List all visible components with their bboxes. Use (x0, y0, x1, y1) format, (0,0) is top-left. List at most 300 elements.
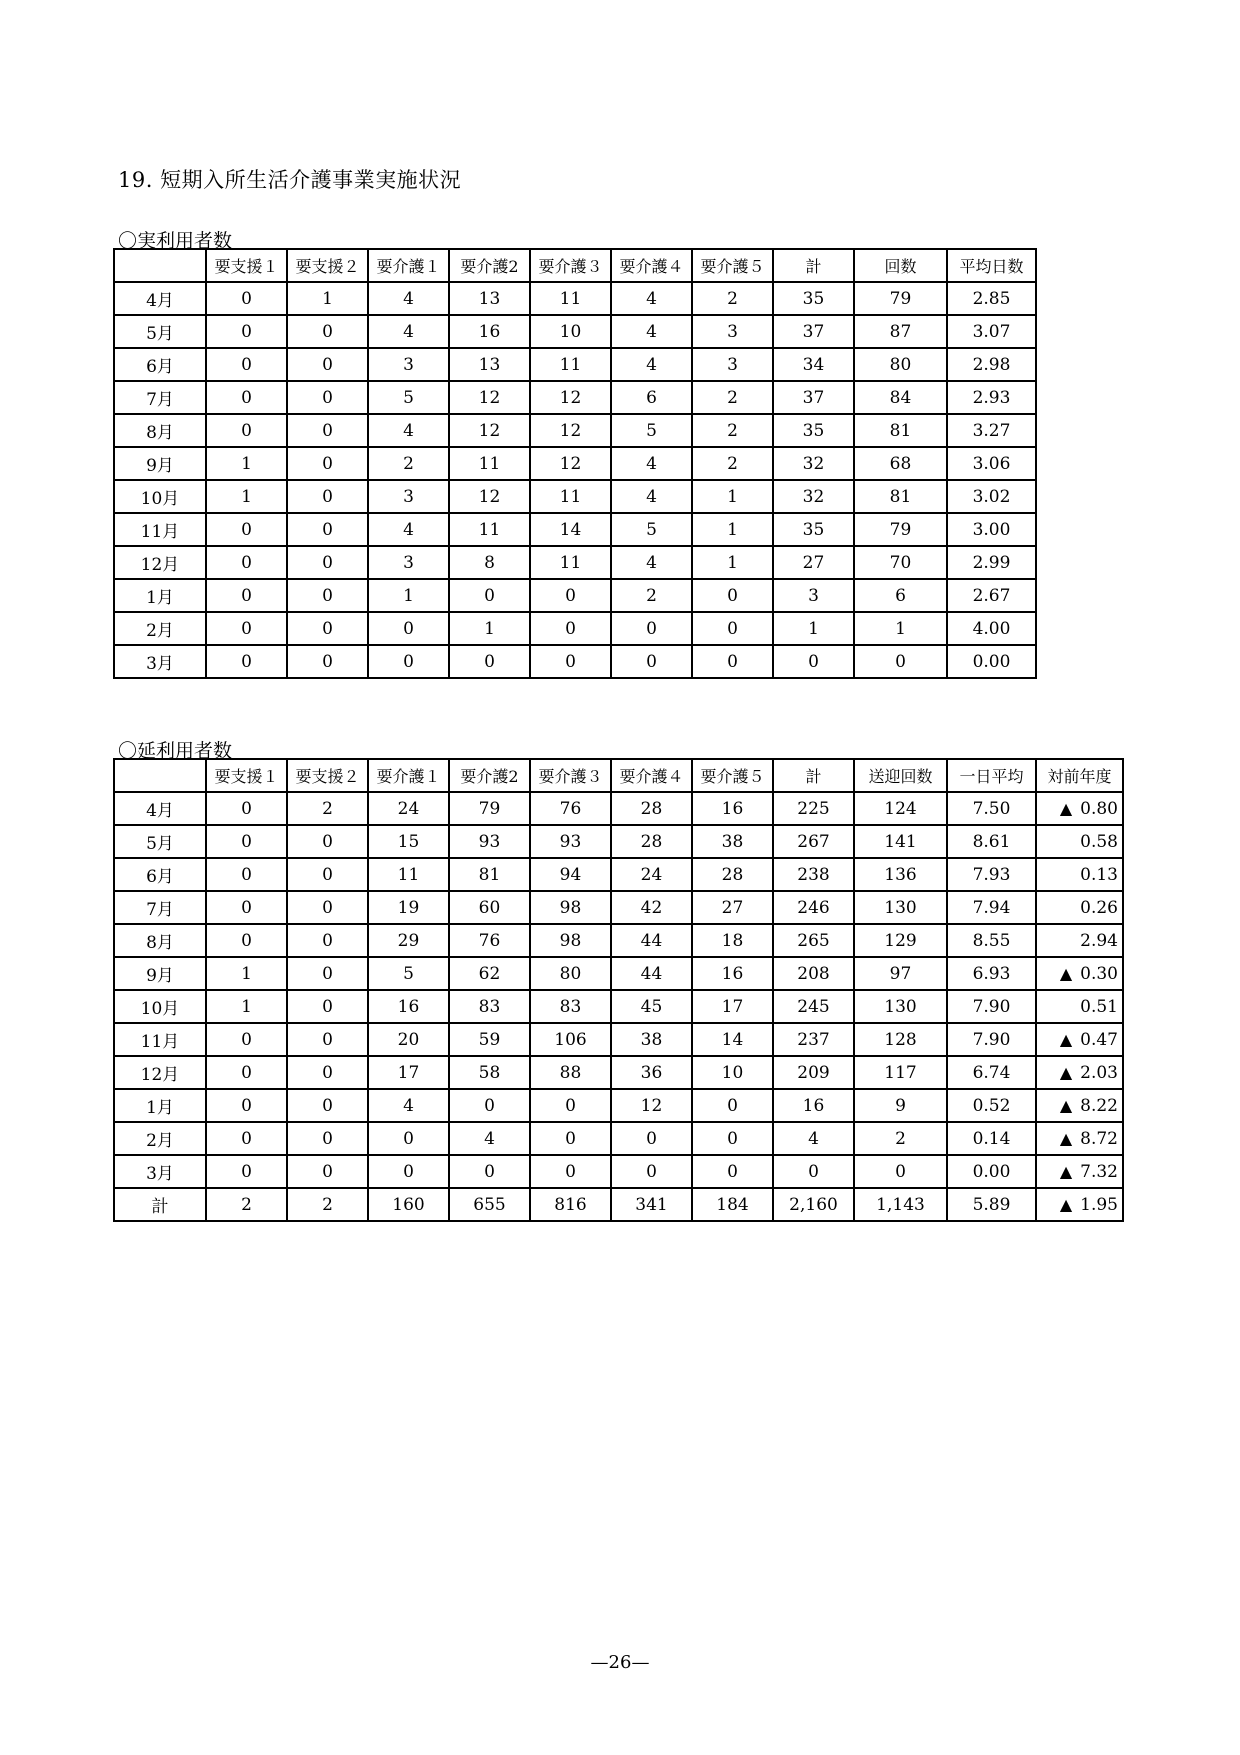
row-label: 5月 (114, 825, 206, 858)
table-cell: 124 (854, 792, 947, 825)
table-cell: 6.74 (947, 1056, 1036, 1089)
table-cell: 60 (449, 891, 530, 924)
table-row (114, 1089, 1123, 1122)
yoy-value: 2.94 (1080, 930, 1118, 951)
table-cell: 16 (449, 315, 530, 348)
table-cell: 1 (692, 480, 773, 513)
yoy-cell (1036, 957, 1123, 990)
row-label: 4月 (114, 792, 206, 825)
table-cell: 2 (611, 579, 692, 612)
table-cell: 97 (854, 957, 947, 990)
table-cell: 0 (206, 513, 287, 546)
table-cell: 0 (287, 1023, 368, 1056)
decrease-triangle-icon: ▲ (1059, 1129, 1073, 1148)
table-cell: 0 (287, 645, 368, 678)
table-cell: 0 (692, 1155, 773, 1188)
table-cell: 15 (368, 825, 449, 858)
table-cell: 130 (854, 990, 947, 1023)
table-cell: 2 (692, 282, 773, 315)
column-header: 要介護４ (611, 249, 692, 282)
row-label: 12月 (114, 546, 206, 579)
table1-caption: 〇実利用者数 (118, 230, 233, 252)
decrease-triangle-icon: ▲ (1059, 1030, 1073, 1049)
table-cell: 0 (287, 447, 368, 480)
row-label: 3月 (114, 1155, 206, 1188)
table-cell: 83 (530, 990, 611, 1023)
row-label: 10月 (114, 990, 206, 1023)
table-row (114, 990, 1123, 1023)
table-cell: 0 (287, 381, 368, 414)
table-cell: 0 (611, 612, 692, 645)
table-cell: 34 (773, 348, 854, 381)
table-cell: 117 (854, 1056, 947, 1089)
table-cell: 0 (206, 1122, 287, 1155)
table-cell: 816 (530, 1188, 611, 1221)
table-cell: 0 (287, 891, 368, 924)
table-cell: 79 (854, 513, 947, 546)
column-header: 要支援２ (287, 759, 368, 792)
table-cell: 0 (287, 1089, 368, 1122)
column-header: 対前年度 (1036, 759, 1123, 792)
table-cell: 0 (854, 645, 947, 678)
table-cell: 98 (530, 891, 611, 924)
yoy-value: 1.95 (1080, 1194, 1118, 1215)
table-cell: 12 (530, 447, 611, 480)
table-cell: 98 (530, 924, 611, 957)
table-cell: 94 (530, 858, 611, 891)
table-cell: 0 (287, 825, 368, 858)
table-cell: 0 (692, 1122, 773, 1155)
table-cell: 0 (206, 1056, 287, 1089)
table-row (114, 1023, 1123, 1056)
table-cell: 12 (611, 1089, 692, 1122)
table-cell: 35 (773, 414, 854, 447)
table-cell: 0 (206, 858, 287, 891)
table-row (114, 513, 1036, 546)
table-cell: 0 (287, 546, 368, 579)
table-row (114, 792, 1123, 825)
table-cell: 0 (449, 645, 530, 678)
table-cell: 0 (206, 348, 287, 381)
yoy-cell (1036, 1056, 1123, 1089)
table-cell: 35 (773, 513, 854, 546)
table-cell: 341 (611, 1188, 692, 1221)
table-cell: 0 (530, 1122, 611, 1155)
yoy-value: 2.03 (1080, 1062, 1118, 1083)
table-cell: 0 (206, 891, 287, 924)
table-cell: 209 (773, 1056, 854, 1089)
table-cell: 0 (368, 612, 449, 645)
table-cell: 79 (449, 792, 530, 825)
table-cell: 0 (206, 924, 287, 957)
table-cell: 0 (206, 645, 287, 678)
table-cell: 1 (368, 579, 449, 612)
table-cell: 10 (692, 1056, 773, 1089)
table-cell: 0 (368, 1155, 449, 1188)
table-cell: 0 (368, 645, 449, 678)
table-cell: 0 (692, 579, 773, 612)
table-cell: 0 (206, 579, 287, 612)
table-cell: 0.52 (947, 1089, 1036, 1122)
table-cell: 1 (449, 612, 530, 645)
table-cell: 0 (206, 1089, 287, 1122)
table-cell: 20 (368, 1023, 449, 1056)
table-cell: 4 (611, 348, 692, 381)
yoy-cell (1036, 924, 1123, 957)
table-cell: 58 (449, 1056, 530, 1089)
yoy-value: 0.80 (1080, 798, 1118, 819)
table-cell: 106 (530, 1023, 611, 1056)
table-cell: 3.06 (947, 447, 1036, 480)
yoy-value: 0.26 (1080, 897, 1118, 918)
table-cell: 35 (773, 282, 854, 315)
row-label: 8月 (114, 414, 206, 447)
table-cell: 81 (854, 414, 947, 447)
decrease-triangle-icon: ▲ (1059, 964, 1073, 983)
table-cell: 5 (611, 414, 692, 447)
table-cell: 4 (368, 414, 449, 447)
table-cell: 1 (206, 480, 287, 513)
table-cell: 0 (287, 1122, 368, 1155)
table-cell: 267 (773, 825, 854, 858)
table-cell: 2 (206, 1188, 287, 1221)
table-cell: 0 (449, 579, 530, 612)
table-cell: 16 (773, 1089, 854, 1122)
row-label: 9月 (114, 957, 206, 990)
column-header: 要介護１ (368, 249, 449, 282)
table-cell: 16 (368, 990, 449, 1023)
column-header: 要介護2 (449, 759, 530, 792)
table-cell: 1 (692, 546, 773, 579)
table-cell: 4 (611, 282, 692, 315)
row-label: 12月 (114, 1056, 206, 1089)
table-cell: 0 (287, 957, 368, 990)
yoy-cell (1036, 1155, 1123, 1188)
table-cell: 4 (611, 447, 692, 480)
column-header: 計 (773, 249, 854, 282)
row-label: 計 (114, 1188, 206, 1221)
table-cell: 0.14 (947, 1122, 1036, 1155)
table-cell: 2 (368, 447, 449, 480)
table-row (114, 645, 1036, 678)
table-row (114, 447, 1036, 480)
table-cell: 246 (773, 891, 854, 924)
table-cell: 2 (854, 1122, 947, 1155)
table-cell: 0 (773, 1155, 854, 1188)
table-cell: 0 (287, 1155, 368, 1188)
table-cell: 4 (368, 1089, 449, 1122)
table-cell: 37 (773, 315, 854, 348)
table-cell: 0 (287, 414, 368, 447)
yoy-cell (1036, 891, 1123, 924)
table-cell: 2 (692, 381, 773, 414)
table-cell: 28 (692, 858, 773, 891)
table-row (114, 1155, 1123, 1188)
table-cell: 265 (773, 924, 854, 957)
table-cell: 0.00 (947, 645, 1036, 678)
actual-users-table (113, 248, 1037, 679)
table-cell: 59 (449, 1023, 530, 1056)
column-header (114, 249, 206, 282)
table-cell: 11 (449, 513, 530, 546)
table-cell: 44 (611, 957, 692, 990)
table-cell: 0 (287, 858, 368, 891)
decrease-triangle-icon: ▲ (1059, 1162, 1073, 1181)
table-cell: 12 (449, 480, 530, 513)
table-cell: 0 (692, 645, 773, 678)
table-cell: 2.99 (947, 546, 1036, 579)
table-cell: 7.90 (947, 990, 1036, 1023)
table-cell: 87 (854, 315, 947, 348)
table-cell: 238 (773, 858, 854, 891)
column-header: 要介護４ (611, 759, 692, 792)
table-cell: 28 (611, 792, 692, 825)
table-row (114, 381, 1036, 414)
column-header: 要介護１ (368, 759, 449, 792)
table-cell: 28 (611, 825, 692, 858)
table-cell: 1,143 (854, 1188, 947, 1221)
table-cell: 0 (206, 1023, 287, 1056)
table-cell: 0 (206, 414, 287, 447)
table-cell: 93 (530, 825, 611, 858)
table-cell: 0 (530, 645, 611, 678)
row-label: 11月 (114, 513, 206, 546)
table-cell: 24 (611, 858, 692, 891)
table-cell: 655 (449, 1188, 530, 1221)
yoy-cell (1036, 1023, 1123, 1056)
row-label: 9月 (114, 447, 206, 480)
table-cell: 6.93 (947, 957, 1036, 990)
table-cell: 10 (530, 315, 611, 348)
table-cell: 38 (611, 1023, 692, 1056)
table-cell: 0 (206, 381, 287, 414)
table-cell: 27 (773, 546, 854, 579)
table-cell: 8.61 (947, 825, 1036, 858)
table-cell: 9 (854, 1089, 947, 1122)
column-header: 計 (773, 759, 854, 792)
table-cell: 7.94 (947, 891, 1036, 924)
table-cell: 3.00 (947, 513, 1036, 546)
table-cell: 2,160 (773, 1188, 854, 1221)
table-cell: 1 (854, 612, 947, 645)
row-label: 7月 (114, 891, 206, 924)
table-cell: 0 (692, 612, 773, 645)
table-cell: 4 (368, 315, 449, 348)
table-cell: 2 (287, 792, 368, 825)
table-cell: 17 (368, 1056, 449, 1089)
table-cell: 32 (773, 447, 854, 480)
table-cell: 0 (287, 513, 368, 546)
table-cell: 0 (611, 645, 692, 678)
table-cell: 208 (773, 957, 854, 990)
page-number: —26— (590, 1652, 650, 1673)
table-cell: 0 (287, 480, 368, 513)
column-header: 要介護３ (530, 249, 611, 282)
table-cell: 17 (692, 990, 773, 1023)
row-label: 11月 (114, 1023, 206, 1056)
table-cell: 3 (368, 480, 449, 513)
yoy-value: 0.13 (1080, 864, 1118, 885)
table-cell: 11 (530, 282, 611, 315)
yoy-cell (1036, 1089, 1123, 1122)
row-label: 1月 (114, 579, 206, 612)
table-cell: 62 (449, 957, 530, 990)
table-cell: 24 (368, 792, 449, 825)
table-cell: 0 (449, 1089, 530, 1122)
table-cell: 0 (773, 645, 854, 678)
table-row (114, 957, 1123, 990)
table-cell: 11 (530, 348, 611, 381)
table-row (114, 612, 1036, 645)
yoy-cell (1036, 825, 1123, 858)
table-row (114, 924, 1123, 957)
table-cell: 44 (611, 924, 692, 957)
table-cell: 3.27 (947, 414, 1036, 447)
table-cell: 27 (692, 891, 773, 924)
table-cell: 4 (368, 282, 449, 315)
table-cell: 6 (611, 381, 692, 414)
table-cell: 2.85 (947, 282, 1036, 315)
table-row (114, 480, 1036, 513)
table-cell: 5 (611, 513, 692, 546)
yoy-cell (1036, 792, 1123, 825)
column-header: 要支援１ (206, 759, 287, 792)
table-cell: 225 (773, 792, 854, 825)
table-cell: 13 (449, 348, 530, 381)
table-cell: 2 (692, 447, 773, 480)
table-cell: 2.93 (947, 381, 1036, 414)
table-cell: 80 (530, 957, 611, 990)
table-cell: 3 (692, 348, 773, 381)
table-cell: 12 (449, 414, 530, 447)
table-cell: 12 (530, 381, 611, 414)
table-row (114, 282, 1036, 315)
table-cell: 0 (611, 1122, 692, 1155)
yoy-cell (1036, 1188, 1123, 1221)
table-cell: 14 (530, 513, 611, 546)
yoy-value: 0.47 (1080, 1029, 1118, 1050)
row-label: 1月 (114, 1089, 206, 1122)
table-cell: 0 (206, 825, 287, 858)
column-header: 平均日数 (947, 249, 1036, 282)
table-cell: 237 (773, 1023, 854, 1056)
table-cell: 0 (530, 1089, 611, 1122)
table-cell: 0 (854, 1155, 947, 1188)
table-cell: 245 (773, 990, 854, 1023)
table-cell: 7.50 (947, 792, 1036, 825)
table-row (114, 1188, 1123, 1221)
table-cell: 0 (287, 315, 368, 348)
table-row (114, 825, 1123, 858)
table-cell: 2 (692, 414, 773, 447)
row-label: 4月 (114, 282, 206, 315)
column-header: 要支援２ (287, 249, 368, 282)
table-cell: 0 (449, 1155, 530, 1188)
table-cell: 3 (368, 348, 449, 381)
table-cell: 4 (368, 513, 449, 546)
table-cell: 0 (287, 924, 368, 957)
decrease-triangle-icon: ▲ (1059, 1195, 1073, 1214)
table-cell: 4 (611, 546, 692, 579)
table-cell: 8.55 (947, 924, 1036, 957)
table-cell: 5 (368, 381, 449, 414)
table-cell: 0 (530, 1155, 611, 1188)
header-row (114, 249, 1036, 282)
section-heading: 19. 短期入所生活介護事業実施状況 (118, 168, 462, 192)
table-cell: 4 (611, 480, 692, 513)
table-cell: 16 (692, 957, 773, 990)
column-header: 要介護５ (692, 759, 773, 792)
table-cell: 81 (854, 480, 947, 513)
table-row (114, 414, 1036, 447)
table-cell: 16 (692, 792, 773, 825)
yoy-value: 0.30 (1080, 963, 1118, 984)
table-cell: 18 (692, 924, 773, 957)
table-cell: 5.89 (947, 1188, 1036, 1221)
row-label: 8月 (114, 924, 206, 957)
table-cell: 93 (449, 825, 530, 858)
table-cell: 3 (368, 546, 449, 579)
column-header: 要介護３ (530, 759, 611, 792)
table-row (114, 579, 1036, 612)
table-cell: 4 (773, 1122, 854, 1155)
table-cell: 88 (530, 1056, 611, 1089)
decrease-triangle-icon: ▲ (1059, 799, 1073, 818)
column-header (114, 759, 206, 792)
yoy-cell (1036, 1122, 1123, 1155)
table-cell: 19 (368, 891, 449, 924)
table-cell: 84 (854, 381, 947, 414)
table-cell: 11 (449, 447, 530, 480)
table-cell: 129 (854, 924, 947, 957)
table-row (114, 1056, 1123, 1089)
table-cell: 8 (449, 546, 530, 579)
table-cell: 141 (854, 825, 947, 858)
table-cell: 76 (449, 924, 530, 957)
column-header: 要支援１ (206, 249, 287, 282)
table-cell: 14 (692, 1023, 773, 1056)
table-cell: 128 (854, 1023, 947, 1056)
table-row (114, 348, 1036, 381)
table-cell: 29 (368, 924, 449, 957)
table-cell: 1 (206, 447, 287, 480)
table-cell: 11 (530, 546, 611, 579)
table-cell: 2.98 (947, 348, 1036, 381)
row-label: 2月 (114, 612, 206, 645)
table-cell: 5 (368, 957, 449, 990)
table-cell: 12 (530, 414, 611, 447)
row-label: 6月 (114, 348, 206, 381)
table-cell: 4 (611, 315, 692, 348)
table-cell: 1 (692, 513, 773, 546)
table-cell: 81 (449, 858, 530, 891)
table-cell: 0 (287, 612, 368, 645)
table-cell: 0 (368, 1122, 449, 1155)
table-cell: 0 (287, 348, 368, 381)
table-cell: 79 (854, 282, 947, 315)
table-cell: 7.90 (947, 1023, 1036, 1056)
table-cell: 4.00 (947, 612, 1036, 645)
table-row (114, 1122, 1123, 1155)
table-cell: 0 (611, 1155, 692, 1188)
row-label: 5月 (114, 315, 206, 348)
table-cell: 0 (287, 1056, 368, 1089)
row-label: 6月 (114, 858, 206, 891)
table-cell: 0 (287, 579, 368, 612)
table-cell: 13 (449, 282, 530, 315)
table-cell: 3.02 (947, 480, 1036, 513)
table-cell: 0 (287, 990, 368, 1023)
